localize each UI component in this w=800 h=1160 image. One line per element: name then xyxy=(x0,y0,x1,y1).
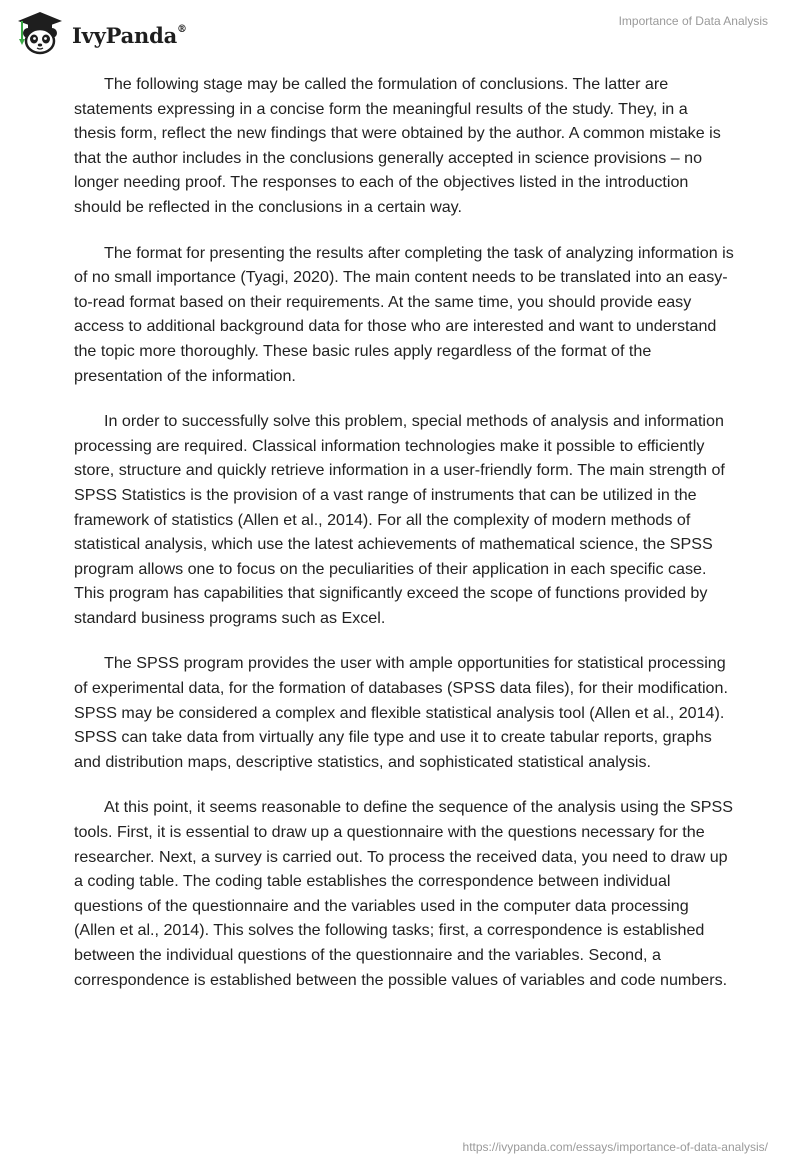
paragraph: The SPSS program provides the user with ample opportunities for statistical processing of experimental data, for the formation of databases (SPSS data files), for their modification. SPSS may be considered a complex and flexible statistical analysis tool (Allen et al., 2014). SPSS can take data from virtually any file type and use it to create tabular reports, graphs and distribution maps, descriptive statistics, and sophisticated statistical analysis. xyxy=(74,654,728,771)
brand-logo[interactable] xyxy=(14,8,187,56)
document-title: Importance of Data Analysis xyxy=(618,14,768,28)
source-url[interactable]: https://ivypanda.com/essays/importance-of-data-analysis/ xyxy=(462,1140,768,1154)
paragraph: In order to successfully solve this problem, special methods of analysis and information processing are required. Classical information technologies make it possible to efficiently store, structure and quickly retrieve information in a user-friendly form. The main strength of SPSS Statistics is the provision of a vast range of instruments that can be utilized in the framework of statistics (Allen et al., 2014). For all the complexity of modern methods of statistical analysis, which use the latest achievements of mathematical science, the SPSS program allows one to focus on the peculiarities of their application in each specific case. This program has capabilities that significantly exceed the scope of functions provided by standard business programs such as Excel. xyxy=(74,412,725,627)
paragraph: The following stage may be called the formulation of conclusions. The latter are statements expressing in a concise form the meaningful results of the study. They, in a thesis form, reflect the new findings that were obtained by the author. A common mistake is that the author includes in the conclusions generally accepted in science provisions – no longer needing proof. The responses to each of the objectives listed in the introduction should be reflected in the conclusions in a certain way. xyxy=(74,75,721,216)
paragraph: At this point, it seems reasonable to define the sequence of the analysis using the SPSS tools. First, it is essential to draw up a questionnaire with the questions necessary for the researcher. Next, a survey is carried out. To process the received data, you need to draw up a coding table. The coding table establishes the correspondence between individual questions of the questionnaire and the variables used in the computer data processing (Allen et al., 2014). This solves the following tasks; first, a correspondence is established between the individual questions of the questionnaire and the variables. Second, a correspondence is established between the possible values of variables and code numbers. xyxy=(74,798,733,989)
panda-graduate-icon xyxy=(14,9,66,55)
paragraph: The format for presenting the results after completing the task of analyzing information is of no small importance (Tyagi, 2020). The main content needs to be translated into an easy-to-read format based on their requirements. At the same time, you should provide easy access to additional background data for those who are interested and want to understand the topic more thoroughly. These basic rules apply regardless of the format of the presentation of the information. xyxy=(74,243,734,385)
essay-body xyxy=(74,72,734,1013)
brand-name: IvyPanda® xyxy=(72,22,187,48)
